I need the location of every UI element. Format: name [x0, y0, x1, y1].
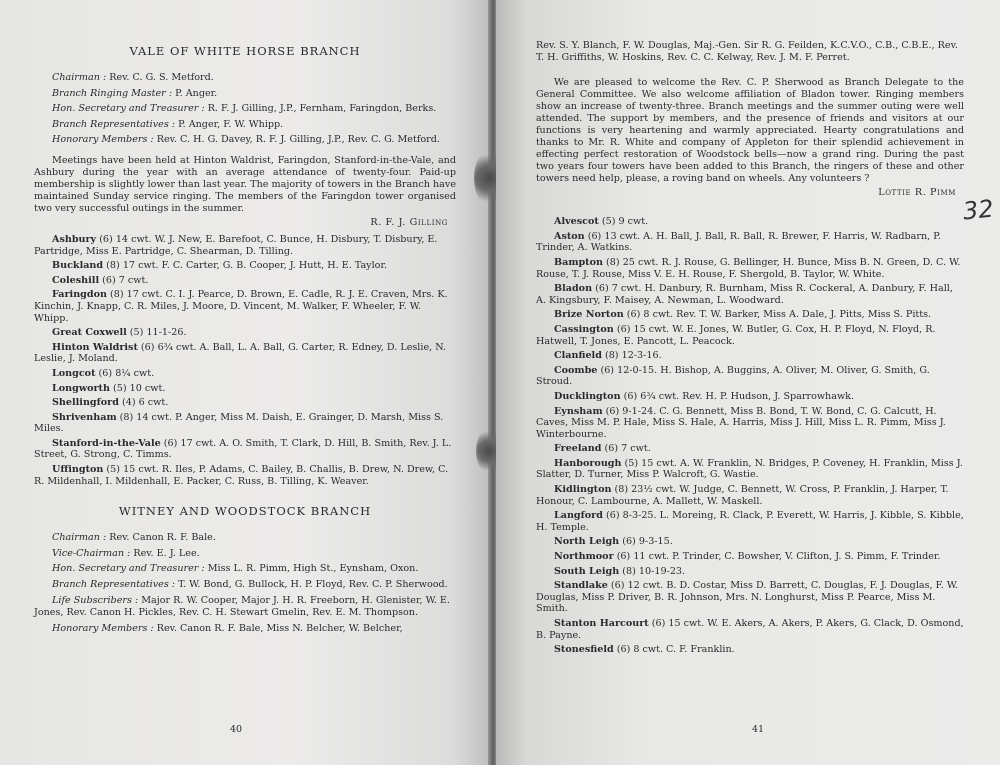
tower-entry — [536, 458, 964, 481]
tower-entry — [536, 283, 964, 306]
tower-entry — [536, 536, 964, 548]
witney-report: We are pleased to welcome the Rev. C. P. Sherwood as Branch Delegate to the General Committee. We also welcome affiliation of Bladon tower. Ringing members show an increase of twenty-three. Branch meetings and the summer outing were well attended. The support by members, and the presence of friends and visitors at our functions is very heartening and warmly appreciated. Hearty congratulations and thanks to Mr. R. White and company of Appleton for their splendid achievement in effecting perfect restoration of Woodstock bells—now a grand ring. During the past two years four towers have been added to this Branch, the ringers of these and other towers need help, please, a roving band on wheels. Any volunteers ? — [536, 77, 964, 185]
tower-details: (6) 12 cwt. B. D. Costar, Miss D. Barrett, C. Douglas, F. J. Douglas, F. W. Douglas, Miss P. Driver, B. R. Johnson, Mrs. N. Longhurst, Miss P. Pearce, Miss M. Smith. — [536, 580, 959, 615]
tower-details: (5) 9 cwt. — [598, 216, 649, 228]
tower-details: (6) 17 cwt. A. O. Smith, T. Clark, D. Hill, B. Smith, Rev. J. L. Street, G. Strong, C. Timms. — [34, 437, 452, 461]
tower-entry — [536, 365, 964, 388]
tower-details: (6) 7 cwt. H. Danbury, R. Burnham, Miss R. Cockeral, A. Danbury, F. Hall, A. Kingsbury, F. Maisey, A. Newman, L. Woodward. — [536, 283, 953, 306]
tower-entry — [34, 327, 456, 339]
tower-name: Longcot — [52, 367, 96, 379]
tower-details: (8) 17 cwt. C. I. J. Pearce, D. Brown, E. Cadle, R. J. E. Craven, Mrs. K. Kinchin, J. Knapp, C. R. Miles, J. Moore, D. Vincent, M. Walker, F. Wheeler, F. W. Whipp. — [34, 289, 448, 324]
tower-details: (6) 6¾ cwt. A. Ball, L. A. Ball, G. Carter, R. Edney, D. Leslie, N. Leslie, J. Moland. — [34, 341, 447, 365]
officer-names: R. F. J. Gilling, J.P., Fernham, Faringdon, Berks. — [204, 103, 437, 115]
vale-branch-heading: VALE OF WHITE HORSE BRANCH — [129, 44, 361, 58]
tower-entry — [536, 443, 964, 455]
left-page — [0, 0, 492, 765]
tower-details: (6) 15 cwt. W. E. Akers, A. Akers, P. Akers, G. Clack, D. Osmond, B. Payne. — [536, 618, 964, 641]
officer-role: Branch Representatives : — [52, 579, 176, 591]
tower-entry — [34, 397, 456, 409]
tower-entry — [536, 406, 964, 441]
officer-names: Rev. C. G. S. Metford. — [106, 72, 214, 83]
officer-entry — [34, 134, 456, 147]
tower-name: Kidlington — [554, 484, 612, 496]
tower-entry — [536, 391, 964, 403]
officer-names: Major R. W. Cooper, Major J. H. R. Freeborn, H. Glenister, W. E. Jones, Rev. Canon H. Pickles, Rev. C. H. Stewart Gmelin, Rev. E. M. Thompson. — [34, 594, 450, 619]
tower-entry — [536, 618, 964, 641]
tower-entry — [34, 438, 456, 461]
tower-name: Stanton Harcourt — [554, 618, 649, 629]
officer-role: Honorary Members : — [52, 622, 154, 634]
officer-role: Vice-Chairman : — [52, 547, 131, 559]
officer-names: Rev. Canon R. F. Bale, Miss N. Belcher, W. Belcher, — [153, 622, 403, 634]
tower-name: Longworth — [52, 382, 110, 394]
tower-name: Langford — [554, 510, 603, 522]
officer-role: Chairman : — [52, 72, 107, 83]
tower-details: (5) 10 cwt. — [109, 382, 166, 394]
officer-entry — [34, 548, 456, 561]
tower-details: (6) 8 cwt. C. F. Franklin. — [613, 644, 735, 656]
tower-name: Bampton — [554, 256, 603, 268]
officer-entry — [34, 563, 456, 576]
witney-branch-heading: WITNEY AND WOODSTOCK BRANCH — [118, 504, 372, 519]
tower-entry — [34, 342, 456, 365]
officer-role: Hon. Secretary and Treasurer : — [52, 103, 205, 115]
tower-entry — [34, 412, 456, 435]
tower-details: (6) 13 cwt. A. H. Ball, J. Ball, R. Ball, R. Brewer, F. Harris, W. Radbarn, P. Trinder, A. Watkins. — [536, 230, 941, 254]
tower-entry — [536, 231, 964, 254]
officer-entry — [34, 72, 456, 85]
officer-entry — [34, 623, 456, 636]
tower-entry — [536, 551, 964, 563]
tower-details: (6) 8¼ cwt. — [95, 367, 155, 379]
tower-details: (4) 6 cwt. — [118, 397, 169, 409]
officer-names: Miss L. R. Pimm, High St., Eynsham, Oxon. — [204, 563, 419, 575]
tower-name: Buckland — [52, 260, 104, 272]
tower-entry — [34, 464, 456, 487]
tower-name: Shrivenham — [52, 411, 117, 423]
officer-entry — [34, 595, 456, 620]
tower-details: (6) 11 cwt. P. Trinder, C. Bowsher, V. Clifton, J. S. Pimm, F. Trinder. — [613, 551, 941, 563]
tower-details: (8) 14 cwt. P. Anger, Miss M. Daish, E. Grainger, D. Marsh, Miss S. Miles. — [34, 411, 444, 435]
tower-entry — [34, 234, 456, 257]
tower-details: (6) 6¾ cwt. Rev. H. P. Hudson, J. Sparrowhawk. — [620, 390, 855, 402]
tower-entry — [536, 510, 964, 533]
tower-name: Coleshill — [52, 274, 100, 286]
handwritten-annotation: 32 — [962, 194, 996, 226]
tower-entry — [536, 324, 964, 347]
tower-details: (5) 11-1-26. — [126, 327, 187, 339]
tower-details: (8) 23½ cwt. W. Judge, C. Bennett, W. Cross, P. Franklin, J. Harper, T. Honour, C. Lambourne, A. Mallett, W. Maskell. — [536, 484, 949, 507]
tower-entry — [536, 644, 964, 656]
tower-details: (6) 7 cwt. — [99, 274, 149, 286]
officer-entry — [34, 103, 456, 116]
tower-name: Ducklington — [554, 390, 621, 402]
tower-name: Shellingford — [52, 397, 119, 409]
tower-name: Cassington — [554, 323, 614, 335]
tower-entry — [34, 289, 456, 324]
honorary-members-continued: Rev. S. Y. Blanch, F. W. Douglas, Maj.-Gen. Sir R. G. Feilden, K.C.V.O., C.B., C.B.E., Rev. T. H. Griffiths, W. Hoskins, Rev. C. C. Kelway, Rev. J. M. F. Perret. — [536, 40, 958, 63]
tower-name: South Leigh — [554, 565, 620, 577]
tower-name: Stonesfield — [554, 644, 614, 656]
tower-entry — [536, 309, 964, 321]
tower-entry — [536, 484, 964, 507]
vale-report: Meetings have been held at Hinton Waldrist, Faringdon, Stanford-in-the-Vale, and Ashbury during the year with an average attendance of twenty-four. Paid-up membership is slightly lower than last year. The majority of towers in the Branch have maintained Sunday service ringing. The members of the Faringdon tower organised two very successful outings in the summer. — [34, 154, 456, 214]
tower-name: Bladon — [554, 283, 593, 295]
tower-name: Northmoor — [554, 551, 614, 563]
officer-entry — [34, 88, 456, 101]
tower-name: Standlake — [554, 580, 608, 592]
tower-entry — [34, 368, 456, 380]
tower-name: Coombe — [554, 364, 598, 376]
witney-officers — [34, 532, 456, 635]
page-number-right: 41 — [752, 724, 765, 735]
tower-entry — [34, 260, 456, 272]
tower-details: (8) 17 cwt. F. C. Carter, G. B. Cooper, J. Hutt, H. E. Taylor. — [103, 260, 388, 272]
tower-details: (8) 12-3-16. — [601, 350, 662, 362]
officer-names: P. Anger, F. W. Whipp. — [175, 118, 284, 130]
tower-details: (8) 10-19-23. — [619, 565, 686, 577]
officer-role: Chairman : — [52, 532, 107, 544]
tower-name: Stanford-in-the-Vale — [52, 437, 161, 449]
tower-entry — [536, 566, 964, 578]
tower-entry — [34, 275, 456, 287]
officer-entry — [34, 119, 456, 132]
tower-name: Hinton Waldrist — [52, 341, 138, 353]
tower-details: (6) 8-3-25. L. Moreing, R. Clack, P. Everett, W. Harris, J. Kibble, S. Kibble, H. Temple. — [536, 510, 964, 533]
vale-officers — [34, 72, 456, 147]
tower-name: Brize Norton — [554, 309, 624, 321]
tower-details: (6) 14 cwt. W. J. New, E. Barefoot, C. Bunce, H. Disbury, T. Disbury, E. Partridge, Miss E. Partridge, C. Shearman, D. Tilling. — [34, 233, 438, 257]
tower-name: Clanfield — [554, 350, 602, 362]
officer-role: Branch Representatives : — [52, 118, 176, 130]
witney-tower-list — [536, 216, 964, 656]
tower-name: Uffington — [52, 464, 104, 476]
tower-details: (6) 9-1-24. C. G. Bennett, Miss B. Bond, T. W. Bond, C. G. Calcutt, H. Caves, Miss M. P. Hale, Miss S. Hale, A. Harris, Miss J. Hill, Miss L. R. Pimm, Miss J. Winterbourne. — [536, 405, 946, 440]
vale-signature: R. F. J. Gilling — [370, 216, 448, 228]
tower-details: (8) 25 cwt. R. J. Rouse, G. Bellinger, H. Bunce, Miss B. N. Green, D. C. W. Rouse, T. J. Rouse, Miss V. E. H. Rouse, F. Shergold, B. Taylor, W. White. — [536, 256, 961, 280]
tower-name: Faringdon — [52, 289, 107, 301]
officer-entry — [34, 532, 456, 545]
tower-name: Ashbury — [52, 233, 97, 245]
officer-names: Rev. C. H. G. Davey, R. F. J. Gilling, J.P., Rev. C. G. Metford. — [153, 134, 440, 146]
tower-entry — [536, 216, 964, 228]
tower-name: Freeland — [554, 443, 602, 455]
officer-names: Rev. Canon R. F. Bale. — [106, 532, 216, 544]
officer-role: Branch Ringing Master : — [52, 87, 173, 99]
officer-names: Rev. E. J. Lee. — [130, 547, 200, 559]
tower-name: Great Coxwell — [52, 327, 127, 339]
tower-details: (6) 9-3-15. — [619, 536, 673, 548]
tower-entry — [536, 257, 964, 280]
tower-details: (6) 7 cwt. — [601, 443, 651, 455]
tower-name: Eynsham — [554, 405, 603, 417]
officer-names: T. W. Bond, G. Bullock, H. P. Floyd, Rev. C. P. Sherwood. — [175, 579, 448, 591]
tower-details: (6) 12-0-15. H. Bishop, A. Buggins, A. Oliver, M. Oliver, G. Smith, G. Stroud. — [536, 364, 930, 388]
tower-entry — [536, 350, 964, 362]
tower-name: North Leigh — [554, 536, 620, 548]
tower-details: (5) 15 cwt. A. W. Franklin, N. Bridges, P. Coveney, H. Franklin, Miss J. Slatter, D. Turner, Miss P. Walcroft, G. Wastie. — [536, 457, 963, 481]
officer-role: Honorary Members : — [52, 134, 154, 146]
right-page — [496, 0, 1000, 765]
officer-names: P. Anger. — [172, 87, 218, 99]
tower-name: Alvescot — [554, 216, 599, 228]
tower-entry — [536, 580, 964, 615]
tower-details: (6) 15 cwt. W. E. Jones, W. Butler, G. Cox, H. P. Floyd, N. Floyd, R. Hatwell, T. Jones, E. Pancott, L. Peacock. — [536, 323, 936, 347]
officer-entry — [34, 579, 456, 592]
page-number-left: 40 — [230, 724, 243, 735]
tower-entry — [34, 383, 456, 395]
witney-signature: Lottie R. Pimm — [878, 187, 956, 199]
officer-role: Life Subscribers : — [52, 594, 139, 606]
tower-name: Hanborough — [554, 457, 622, 469]
officer-role: Hon. Secretary and Treasurer : — [52, 563, 205, 575]
tower-name: Aston — [554, 230, 585, 242]
tower-details: (5) 15 cwt. R. Iles, P. Adams, C. Bailey, B. Challis, B. Drew, N. Drew, C. R. Mildenhall, I. Mildenhall, E. Packer, C. Russ, B. Tilling, K. Weaver. — [34, 464, 449, 487]
tower-details: (6) 8 cwt. Rev. T. W. Barker, Miss A. Dale, J. Pitts, Miss S. Pitts. — [623, 309, 932, 321]
vale-tower-list — [34, 234, 456, 487]
